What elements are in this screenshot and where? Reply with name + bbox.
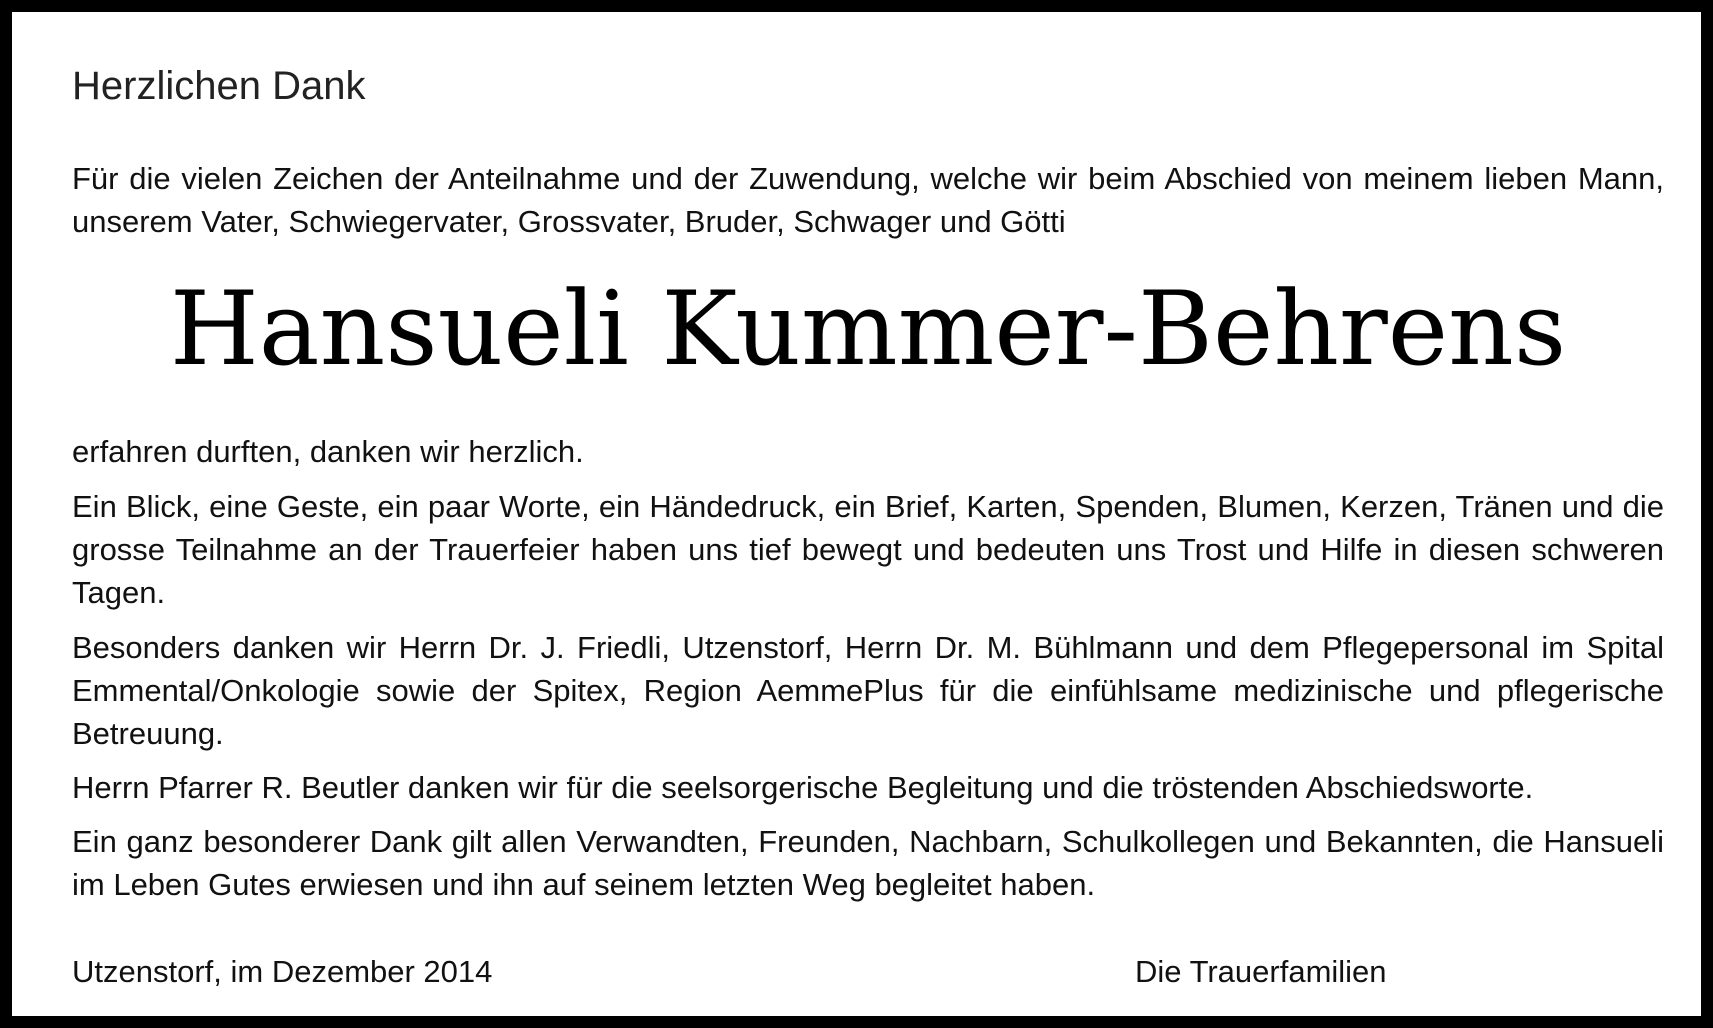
paragraph-pastor-thanks: Herrn Pfarrer R. Beutler danken wir für die seelsorgerische Begleitung und die tröstenden Abschiedsworte. bbox=[72, 770, 1534, 805]
paragraph-thanks: erfahren durften, danken wir herzlich. bbox=[72, 434, 584, 469]
paragraph-special-thanks: Ein ganz besonderer Dank gilt allen Verwandten, Freunden, Nachbarn, Schulkollegen und Bekannten, die Hansueli im Leben Gutes erwiesen und ihn auf seinem letzten Weg begleitet haben. bbox=[72, 824, 1664, 902]
signature: Die Trauerfamilien bbox=[1135, 954, 1387, 989]
intro-paragraph: Für die vielen Zeichen der Anteilnahme und der Zuwendung, welche wir beim Abschied von meinem lieben Mann, unserem Vater, Schwiegervater, Grossvater, Bruder, Schwager und Götti bbox=[72, 161, 1664, 239]
paragraph-medical-thanks: Besonders danken wir Herrn Dr. J. Friedli, Utzenstorf, Herrn Dr. M. Bühlmann und dem Pflegepersonal im Spital Emmental/Onkologie sowie der Spitex, Region AemmePlus für die einfühlsame medizinische und pflegerische Betreuung. bbox=[72, 630, 1664, 751]
deceased-name: Hansueli Kummer-Behrens bbox=[169, 270, 1567, 389]
place-date: Utzenstorf, im Dezember 2014 bbox=[72, 954, 493, 989]
notice-heading: Herzlichen Dank bbox=[72, 64, 366, 108]
paragraph-gestures: Ein Blick, eine Geste, ein paar Worte, ein Händedruck, ein Brief, Karten, Spenden, Blumen, Kerzen, Tränen und die grosse Teilnahme an der Trauerfeier haben uns tief bewegt und bedeuten uns Trost und Hilfe in diesen schweren Tagen. bbox=[72, 489, 1664, 610]
